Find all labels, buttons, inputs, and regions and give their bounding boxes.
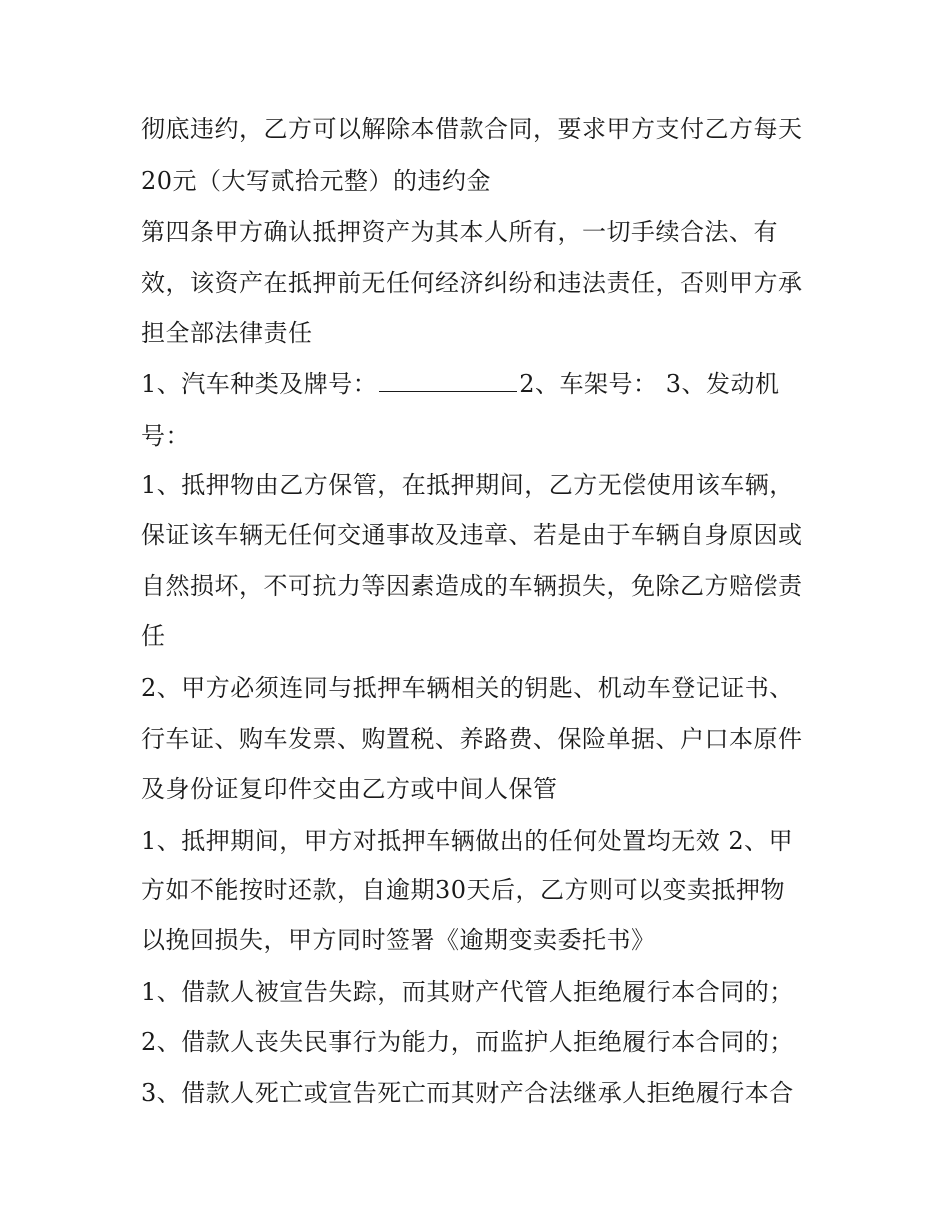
text-line: 1、抵押期间，甲方对抵押车辆做出的任何处置均无效 2、甲 <box>141 827 794 855</box>
text-line: 第四条甲方确认抵押资产为其本人所有，一切手续合法、有 <box>141 218 778 246</box>
text-line: 任 <box>141 622 166 650</box>
text-line: 保证该车辆无任何交通事故及违章、若是由于车辆自身原因或 <box>141 521 803 549</box>
text-line: 方如不能按时还款，自逾期30天后，乙方则可以变卖抵押物 <box>141 876 786 904</box>
text-line: 2、借款人丧失民事行为能力，而监护人拒绝履行本合同的； <box>141 1028 794 1056</box>
text-line: 1、借款人被宣告失踪，而其财产代管人拒绝履行本合同的； <box>141 978 794 1006</box>
vehicle-info-line <box>141 369 779 399</box>
engine-number-label: 3、发动机 <box>665 370 780 398</box>
text-line: 3、借款人死亡或宣告死亡而其财产合法继承人拒绝履行本合 <box>141 1079 794 1107</box>
text-line: 自然损坏，不可抗力等因素造成的车辆损失，免除乙方赔偿责 <box>141 572 803 600</box>
text-line: 效，该资产在抵押前无任何经济纠纷和违法责任，否则甲方承 <box>141 269 803 297</box>
text-line: 以挽回损失，甲方同时签署《逾期变卖委托书》 <box>141 926 656 954</box>
text-line: 2、甲方必须连同与抵押车辆相关的钥匙、机动车登记证书、 <box>141 674 794 702</box>
text-line: 彻底违约，乙方可以解除本借款合同，要求甲方支付乙方每天 <box>141 115 803 143</box>
text-line: 担全部法律责任 <box>141 319 313 347</box>
text-line: 20元（大写贰拾元整）的违约金 <box>141 167 492 195</box>
vehicle-type-blank <box>379 369 517 392</box>
vehicle-type-label: 1、汽车种类及牌号： <box>141 370 378 398</box>
text-line: 及身份证复印件交由乙方或中间人保管 <box>141 775 558 803</box>
frame-number-label: 2、车架号： <box>519 370 658 398</box>
text-line: 号： <box>141 422 190 450</box>
text-line: 行车证、购车发票、购置税、养路费、保险单据、户口本原件 <box>141 725 803 753</box>
text-line: 1、抵押物由乙方保管，在抵押期间，乙方无偿使用该车辆， <box>141 471 794 499</box>
